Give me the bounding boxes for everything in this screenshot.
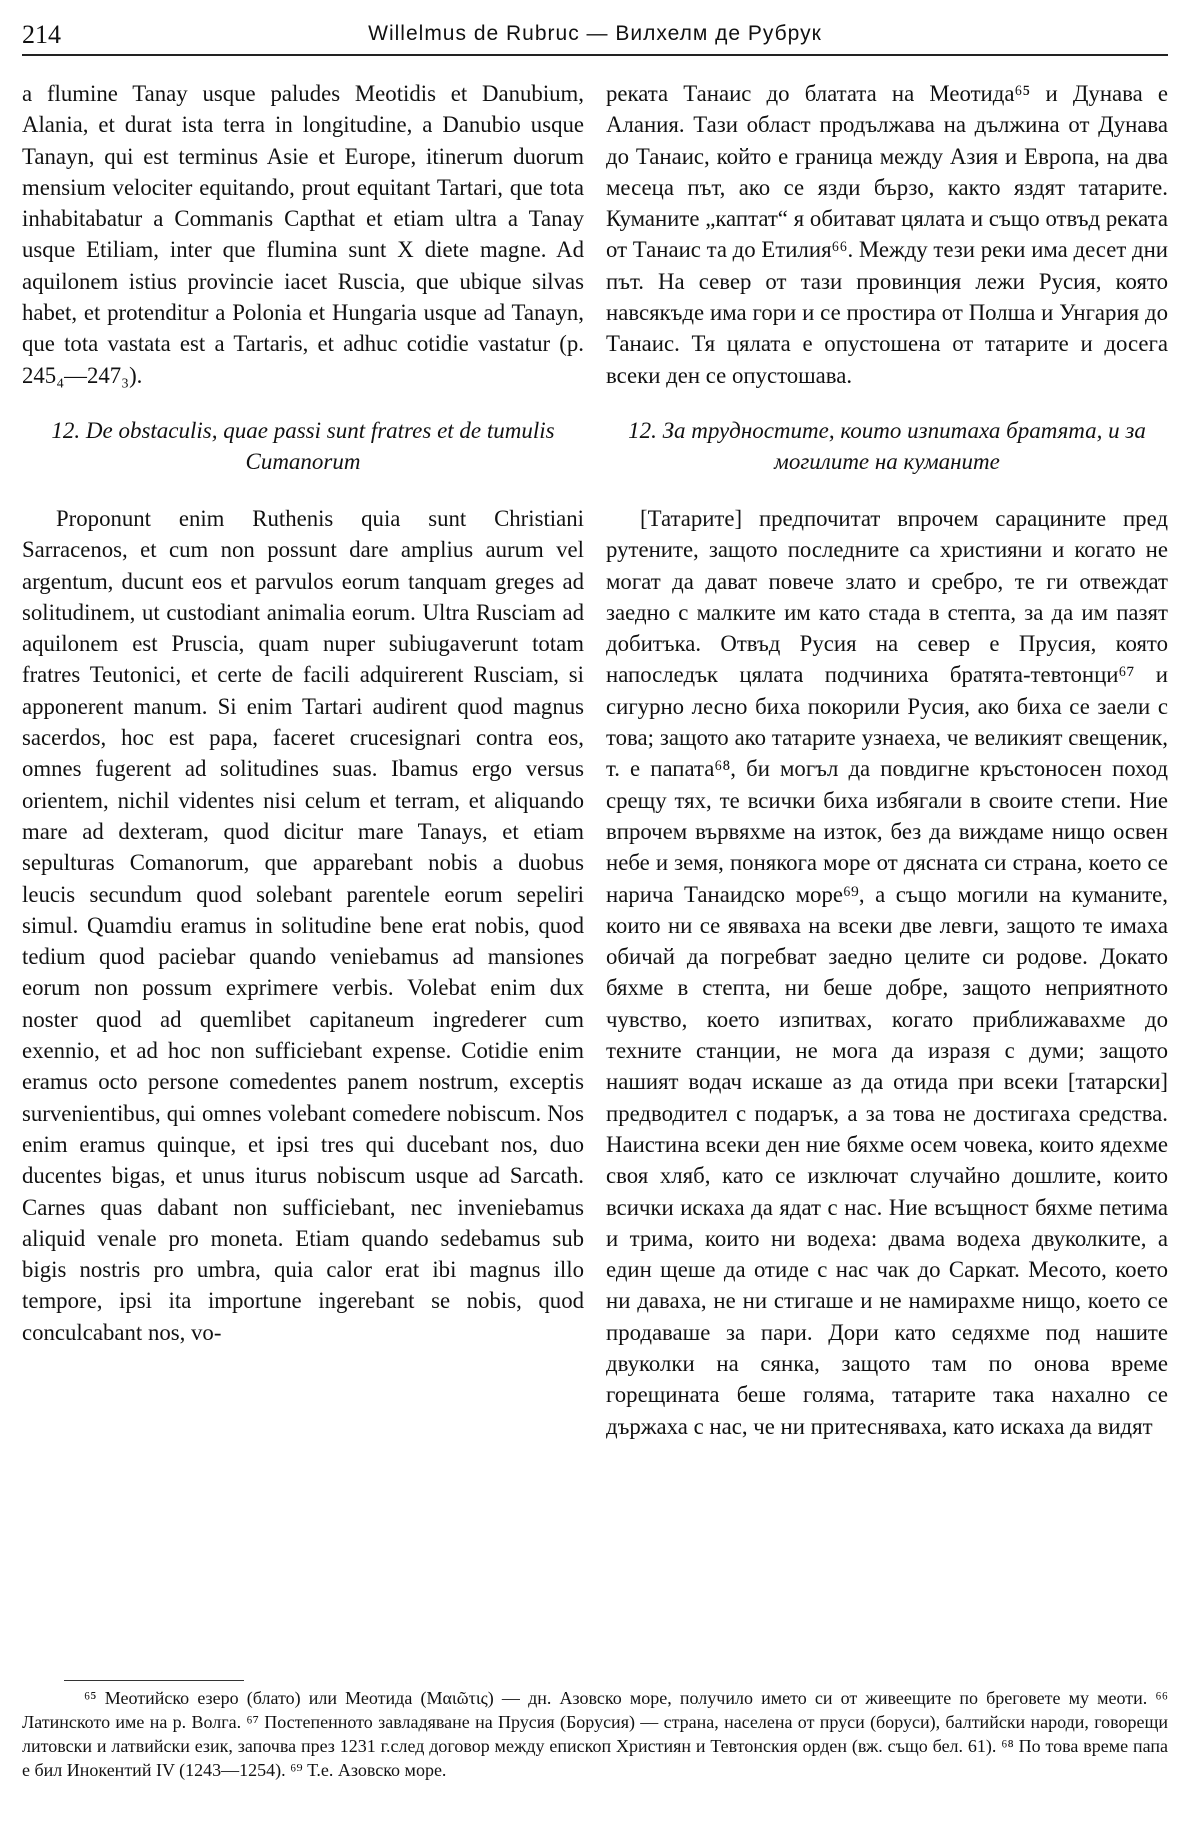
footnote-separator xyxy=(64,1680,244,1681)
bulgarian-column xyxy=(606,78,1168,1442)
latin-section-heading: 12. De obstaculis, quae passi sunt fratres et de tumulis Cumanorum xyxy=(51,417,555,474)
bulgarian-paragraph-1: реката Танаис до блатата на Меотида⁶⁵ и Дунава е Алания. Тази област продължава на дължина от Дунава до Танаис, който е граница между Азия и Европа, на два месеца път, ако се язди бързо, както яздят татарите. Куманите „каптат“ я обитават цялата и също отвъд реката от Танаис та до Етилия⁶⁶. Между тези реки има десет дни път. На север от тази провинция лежи Русия, която навсякъде има гори и се простира от Полша и Унгария до Танаис. Тя цялата е опустошена от татарите и досега всеки ден се опустошава. xyxy=(606,81,1168,388)
running-header xyxy=(22,18,1168,56)
footnote-text: ⁶⁵ Меотийско езеро (блато) или Меотида (Μαιῶτις) — дн. Азовско море, получило името си от живеещите по бреговете му меоти. ⁶⁶ Латинското име на р. Волга. ⁶⁷ Постепенното завладяване на Прусия (Борусия) — страна, населена от пруси (боруси), балтийски народи, говорещи литовски и латвийски език, започва през 1231 г.след договор между епископ Християн и Тевтонския орден (вж. също бел. 61). ⁶⁸ По това време папа е бил Инокентий IV (1243—1254). ⁶⁹ Т.е. Азовско море. xyxy=(22,1688,1168,1780)
bulgarian-paragraph-2: [Татарите] предпочитат впрочем сарацините пред рутените, защото последните са християни и когато не могат да дават повече злато и сребро, те ги отвеждат заедно с малките им като стада в степта, за да им пазят добитъка. Отвъд Русия на север е Прусия, която напоследък цялата подчиниха братята-тевтонци⁶⁷ и сигурно лесно биха покорили Русия, ако биха се заели с това; защото ако татарите узнаеха, че великият свещеник, т. е папата⁶⁸, би могъл да повдигне кръстоносен поход срещу тях, те всички биха избягали в своите степи. Ние впрочем вървяхме на изток, без да виждаме нищо освен небе и земя, понякога море от дясната си страна, което се нарича Танаидско море⁶⁹, а също могили на куманите, които ни се явяваха на всеки две левги, защото те имаха обичай да погребват заедно целите си родове. Докато бяхме в степта, ни беше добре, защото неприятното чувство, което изпитвах, когато приближавахме до техните станции, не мога да изразя с думи; защото нашият водач искаше аз да отида при всеки [татарски] предводител с подарък, а за това не достигаха средства. Наистина всеки ден ние бяхме осем човека, които ядехме своя хляб, като се изключат случайно дошлите, които всички искаха да ядат с нас. Ние всъщност бяхме петима и трима, които ни водеха: двама водеха двуколките, а един щеше да отиде с нас чак до Саркат. Месото, което ни даваха, не ни стигаше и не намирахме нищо, което се продаваше за пари. Дори като седяхме под нашите двуколки на сянка, защото там по онова време горещината беше голяма, татарите така нахално се държаха с нас, че ни притесняваха, като искаха да видят xyxy=(606,505,1168,1439)
latin-paragraph-1: a flumine Tanay usque paludes Meotidis et Danubium, Alania, et durat ista terra in longitudine, a Danubio usque Tanayn, qui est terminus Asie et Europe, itinerum duorum mensium velociter equitando, prout equitant Tartari, que tota inhabitabatur a Commanis Capthat et etiam ultra a Tanay usque Etiliam, inter que flumina sunt X diete magne. Ad aquilonem istius provincie iacet Ruscia, que ubique silvas habet, et protenditur a Polonia et Hungaria usque ad Tanayn, que tota vastata est a Tartaris, et adhuc cotidie vastatur (p. 245₄—247₃). xyxy=(22,81,584,388)
footnotes xyxy=(22,1686,1168,1782)
page-number: 214 xyxy=(22,20,61,49)
bulgarian-section-heading: 12. За трудностите, които изпитаха братята, и за могилите на куманите xyxy=(628,417,1146,474)
running-title: Willelmus de Rubruc — Вилхелм де Рубрук xyxy=(368,22,822,45)
latin-paragraph-2: Proponunt enim Ruthenis quia sunt Christiani Sarracenos, et cum non possunt dare amplius aurum vel argentum, ducunt eos et parvulos eorum tanquam greges ad solitudinem, ut custodiant animalia eorum. Ultra Rusciam ad aquilonem est Pruscia, quam nuper subiugaverunt totam fratres Teutonici, et certe de facili adquirerent Rusciam, si apponerent manum. Si enim Tartari audirent quod magnus sacerdos, hoc est papa, faceret crucesignari contra eos, omnes fugerent ad solitudines suas. Ibamus ergo versus orientem, nichil videntes nisi celum et terram, et aliquando mare ad dexteram, quod dicitur mare Tanays, et etiam sepulturas Comanorum, que apparebant nobis a duobus leucis secundum quod solebant parentele eorum sepeliri simul. Quamdiu eramus in solitudine bene erat nobis, quod tedium quod paciebar quando veniebamus ad mansiones eorum non possum exprimere verbis. Volebat enim dux noster quod ad quemlibet capitaneum ingrederer cum exennio, et ad hoc non sufficiebant expense. Cotidie enim eramus octo persone comedentes panem nostrum, exceptis survenientibus, qui omnes volebant comedere nobiscum. Nos enim eramus quinque, et ipsi tres qui ducebant nos, duo ducentes bigas, et unus iturus nobiscum usque ad Sarcath. Carnes quas dabant non sufficiebant, nec inveniebamus aliquid venale pro moneta. Etiam quando sedebamus sub bigis nostris pro umbra, quia calor erat ibi magnus illo tempore, ipsi ita importune ingerebant se nobis, quod conculcabant nos, vo- xyxy=(22,505,584,1345)
latin-column xyxy=(22,78,584,1348)
